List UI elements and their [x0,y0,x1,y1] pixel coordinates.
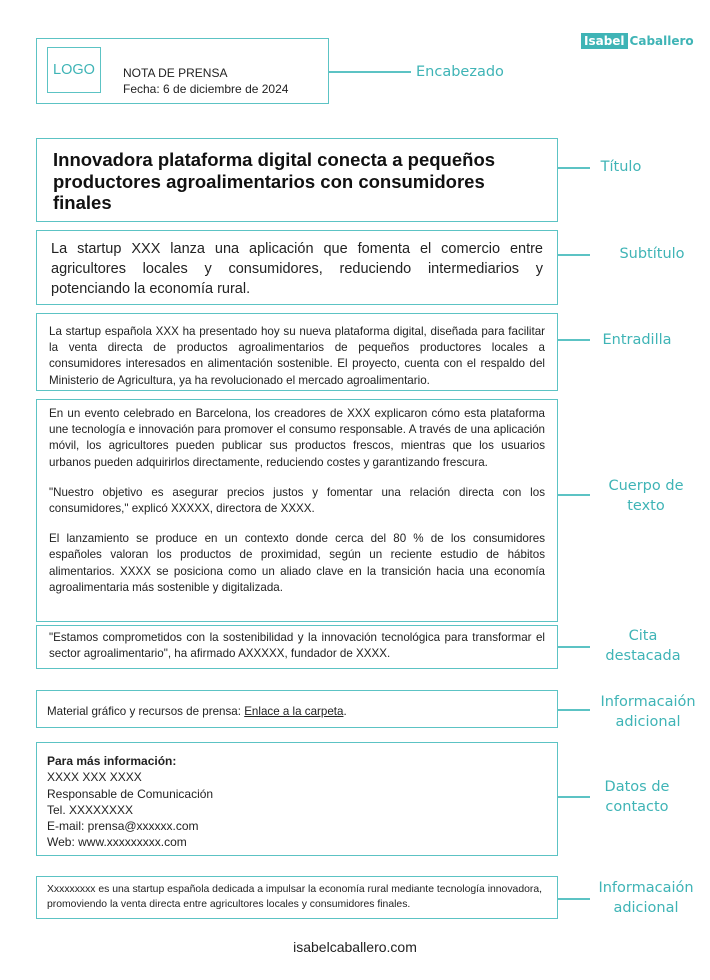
label-quote: Cita destacada [605,628,681,664]
subtitle-section [36,230,558,305]
header-section [36,38,329,104]
body-section [36,399,558,622]
label-title: Título [600,159,642,175]
release-date: Fecha: 6 de diciembre de 2024 [123,82,289,96]
label-additional-2: Informacaión adicional [598,880,694,916]
label-subtitle: Subtítulo [619,246,685,262]
brand-first-name: Isabel [581,33,628,49]
press-kit-link[interactable]: Enlace a la carpeta [244,705,344,718]
connector-header [329,71,411,73]
contact-heading: Para más información: [47,754,177,768]
label-header: Encabezado [416,64,504,80]
title-section [36,138,558,222]
contact-email: E-mail: prensa@xxxxxx.com [47,819,199,834]
connector-subtitle [558,254,590,256]
quote-section [36,625,558,669]
additional-info-section [36,690,558,728]
subtitle-text: La startup XXX lanza una aplicación que fomenta el comercio entre agricultores locales y consumidores, reduciendo intermediarios y potenciando la economía rural. [51,241,543,297]
connector-body [558,494,590,496]
lead-text: La startup española XXX ha presentado hoy su nueva plataforma digital, diseñada para facilitar la venta directa de productos agroalimentarios de pequeños productores locales a consumidores interesados en alimentación sostenible. El proyecto, cuenta con el respaldo del Ministerio de Agricultura, ya ha revolucionado el mercado agroalimentario. [49,325,545,387]
body-paragraph-1: En un evento celebrado en Barcelona, los creadores de XXX explicaron cómo esta plataforma une tecnología e innovación para promover el consumo responsable. A través de una aplicación móvil, los agricultores pueden publicar sus productos frescos, mientras que los usuarios urbanos pueden adquirirlos directamente, reduciendo costes y garantizando frescura. [49,407,545,469]
contact-phone: Tel. XXXXXXXX [47,802,134,817]
press-release-label: NOTA DE PRENSA [123,66,228,80]
footer-website: isabelcaballero.com [293,939,417,955]
connector-quote [558,646,590,648]
about-section [36,876,558,919]
about-text: Xxxxxxxxx es una startup española dedicada a impulsar la economía rural mediante tecnología innovadora, promoviendo la venta directa entre agricultores locales y consumidores finales. [47,884,542,910]
label-additional-1: Informacaión adicional [600,694,696,730]
header-text [123,65,288,97]
lead-section [36,313,558,391]
connector-title [558,167,590,169]
connector-contact [558,796,590,798]
contact-name: XXXX XXX XXXX [47,770,142,785]
logo-placeholder: LOGO [47,47,101,93]
brand-logo [581,33,694,49]
label-contact: Datos de contacto [604,779,670,815]
body-paragraph-3: El lanzamiento se produce en un contexto donde cerca del 80 % de los consumidores españoles valoran los productos de proximidad, según un reciente estudio de hábitos alimentarios. XXXX se posiciona como un aliado clave en la transición hacia una economía agroalimentaria más sostenible y digitalizada. [49,532,545,594]
quote-text: "Estamos comprometidos con la sostenibilidad y la innovación tecnológica para transformar el sector agroalimentario", ha afirmado AXXXXX, fundador de XXXX. [49,631,545,661]
connector-lead [558,339,590,341]
contact-website: Web: www.xxxxxxxxx.com [47,835,187,850]
connector-additional-2 [558,898,590,900]
contact-role: Responsable de Comunicación [47,786,214,801]
body-paragraph-2: "Nuestro objetivo es asegurar precios justos y fomentar una relación directa con los consumidores," explicó XXXXX, directora de XXXX. [49,485,545,516]
brand-last-name: Caballero [629,34,694,48]
additional-info-text: Material gráfico y recursos de prensa: Enlace a la carpeta. [47,705,347,718]
label-body: Cuerpo de texto [608,478,684,514]
label-lead: Entradilla [602,332,672,348]
page-title: Innovadora plataforma digital conecta a pequeños productores agroalimentarios con consumidores finales [53,149,496,213]
connector-additional-1 [558,709,590,711]
contact-section [36,742,558,856]
